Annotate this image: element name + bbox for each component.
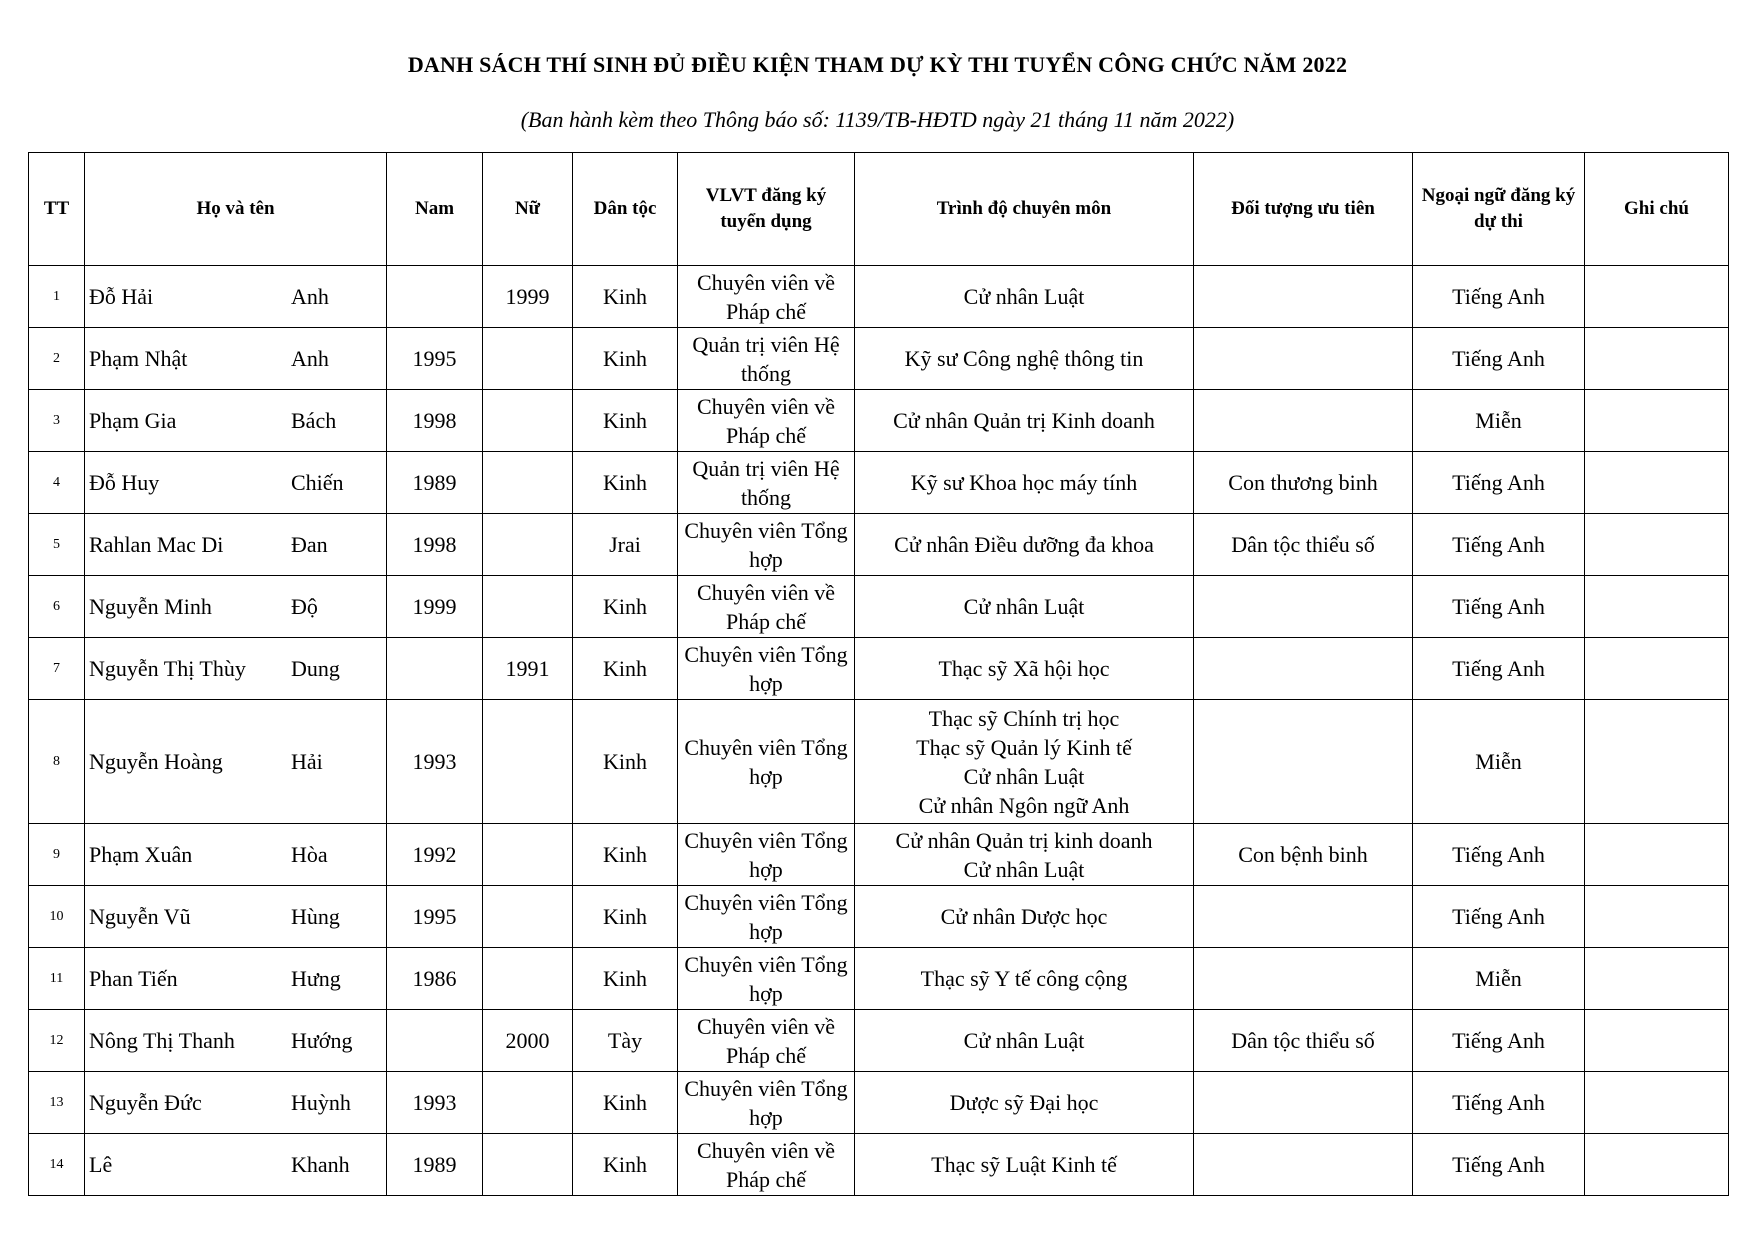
birth-year-male: 1998 (387, 514, 483, 576)
note-cell (1585, 824, 1729, 886)
position-cell: Chuyên viên về Pháp chế (678, 576, 855, 638)
row-number: 3 (29, 390, 85, 452)
header-language: Ngoại ngữ đăng ký dự thi (1413, 153, 1585, 266)
table-row (29, 390, 1729, 452)
table-row (29, 1134, 1729, 1196)
position-cell: Chuyên viên Tổng hợp (678, 1072, 855, 1134)
birth-year-female (483, 576, 573, 638)
priority-cell (1194, 948, 1413, 1010)
birth-year-male: 1995 (387, 886, 483, 948)
header-ethnicity: Dân tộc (573, 153, 678, 266)
first-middle-name: Nguyễn Minh (89, 594, 212, 619)
birth-year-male: 1986 (387, 948, 483, 1010)
first-middle-name: Nguyễn Đức (89, 1090, 202, 1115)
note-cell (1585, 390, 1729, 452)
position-cell: Chuyên viên về Pháp chế (678, 1010, 855, 1072)
document-subtitle: (Ban hành kèm theo Thông báo số: 1139/TB-HĐTD ngày 21 tháng 11 năm 2022) (520, 107, 1235, 132)
first-middle-name: Nguyễn Vũ (89, 904, 191, 929)
table-row (29, 576, 1729, 638)
table-row (29, 266, 1729, 328)
birth-year-female (483, 824, 573, 886)
given-name: Hải (291, 749, 323, 774)
first-middle-name: Rahlan Mac Di (89, 532, 224, 557)
note-cell (1585, 266, 1729, 328)
birth-year-male: 1992 (387, 824, 483, 886)
given-name: Hướng (291, 1028, 353, 1053)
given-name: Bách (291, 408, 337, 433)
qualification-cell: Cử nhân Điều dưỡng đa khoa (855, 514, 1194, 576)
priority-cell (1194, 1072, 1413, 1134)
birth-year-male (387, 1010, 483, 1072)
header-female: Nữ (483, 153, 573, 266)
qualification-cell: Dược sỹ Đại học (855, 1072, 1194, 1134)
birth-year-female: 2000 (483, 1010, 573, 1072)
row-number: 4 (29, 452, 85, 514)
row-number: 5 (29, 514, 85, 576)
birth-year-female (483, 328, 573, 390)
birth-year-female (483, 886, 573, 948)
position-cell: Chuyên viên về Pháp chế (678, 390, 855, 452)
position-cell: Chuyên viên Tổng hợp (678, 886, 855, 948)
birth-year-male: 1989 (387, 1134, 483, 1196)
header-male: Nam (387, 153, 483, 266)
position-cell: Chuyên viên về Pháp chế (678, 1134, 855, 1196)
birth-year-male (387, 266, 483, 328)
qualification-cell: Thạc sỹ Xã hội học (855, 638, 1194, 700)
row-number: 10 (29, 886, 85, 948)
first-middle-name: Nguyễn Thị Thùy (89, 656, 246, 681)
given-name: Khanh (291, 1152, 350, 1177)
given-name: Đan (291, 532, 328, 557)
first-middle-name: Phạm Gia (89, 408, 177, 433)
birth-year-female (483, 1134, 573, 1196)
header-priority: Đối tượng ưu tiên (1194, 153, 1413, 266)
full-name-cell (85, 638, 387, 700)
row-number: 8 (29, 700, 85, 824)
table-row (29, 824, 1729, 886)
row-number: 1 (29, 266, 85, 328)
qualification-cell: Cử nhân Luật (855, 576, 1194, 638)
birth-year-male (387, 638, 483, 700)
row-number: 9 (29, 824, 85, 886)
birth-year-female (483, 514, 573, 576)
ethnicity-cell: Kinh (573, 1072, 678, 1134)
full-name-cell (85, 700, 387, 824)
priority-cell (1194, 886, 1413, 948)
ethnicity-cell: Kinh (573, 576, 678, 638)
qualification-cell: Thạc sỹ Luật Kinh tế (855, 1134, 1194, 1196)
row-number: 6 (29, 576, 85, 638)
note-cell (1585, 514, 1729, 576)
full-name-cell (85, 266, 387, 328)
priority-cell (1194, 1134, 1413, 1196)
birth-year-male: 1993 (387, 700, 483, 824)
qualification-cell: Cử nhân Dược học (855, 886, 1194, 948)
row-number: 2 (29, 328, 85, 390)
header-note: Ghi chú (1585, 153, 1729, 266)
birth-year-male: 1999 (387, 576, 483, 638)
birth-year-female (483, 1072, 573, 1134)
birth-year-female (483, 390, 573, 452)
table-row (29, 328, 1729, 390)
priority-cell (1194, 390, 1413, 452)
given-name: Hùng (291, 904, 340, 929)
language-cell: Miễn (1413, 700, 1585, 824)
language-cell: Tiếng Anh (1413, 266, 1585, 328)
language-cell: Miễn (1413, 948, 1585, 1010)
full-name-cell (85, 1072, 387, 1134)
table-row (29, 452, 1729, 514)
language-cell: Tiếng Anh (1413, 514, 1585, 576)
ethnicity-cell: Kinh (573, 824, 678, 886)
given-name: Anh (291, 284, 329, 309)
language-cell: Tiếng Anh (1413, 1010, 1585, 1072)
document-title: DANH SÁCH THÍ SINH ĐỦ ĐIỀU KIỆN THAM DỰ KỲ THI TUYỂN CÔNG CHỨC NĂM 2022 (407, 52, 1348, 77)
birth-year-male: 1989 (387, 452, 483, 514)
birth-year-female (483, 948, 573, 1010)
first-middle-name: Đỗ Huy (89, 470, 160, 495)
first-middle-name: Phạm Nhật (89, 346, 188, 371)
full-name-cell (85, 1010, 387, 1072)
birth-year-female: 1999 (483, 266, 573, 328)
given-name: Dung (291, 656, 340, 681)
position-cell: Chuyên viên Tổng hợp (678, 514, 855, 576)
position-cell: Quản trị viên Hệ thống (678, 328, 855, 390)
full-name-cell (85, 328, 387, 390)
ethnicity-cell: Jrai (573, 514, 678, 576)
full-name-cell (85, 576, 387, 638)
full-name-cell (85, 886, 387, 948)
priority-cell (1194, 266, 1413, 328)
row-number: 7 (29, 638, 85, 700)
note-cell (1585, 886, 1729, 948)
note-cell (1585, 452, 1729, 514)
ethnicity-cell: Kinh (573, 948, 678, 1010)
first-middle-name: Phan Tiến (89, 966, 178, 991)
table-row (29, 1010, 1729, 1072)
priority-cell (1194, 638, 1413, 700)
row-number: 11 (29, 948, 85, 1010)
ethnicity-cell: Kinh (573, 886, 678, 948)
note-cell (1585, 1010, 1729, 1072)
ethnicity-cell: Kinh (573, 1134, 678, 1196)
qualification-cell: Kỹ sư Công nghệ thông tin (855, 328, 1194, 390)
qualification-cell: Cử nhân Quản trị Kinh doanh (855, 390, 1194, 452)
ethnicity-cell: Kinh (573, 638, 678, 700)
ethnicity-cell: Tày (573, 1010, 678, 1072)
table-row (29, 638, 1729, 700)
header-position: VLVT đăng ký tuyển dụng (678, 153, 855, 266)
first-middle-name: Đỗ Hải (89, 284, 154, 309)
position-cell: Chuyên viên về Pháp chế (678, 266, 855, 328)
table-header-row (29, 153, 1729, 266)
language-cell: Tiếng Anh (1413, 452, 1585, 514)
language-cell: Tiếng Anh (1413, 1134, 1585, 1196)
position-cell: Chuyên viên Tổng hợp (678, 700, 855, 824)
birth-year-female (483, 452, 573, 514)
ethnicity-cell: Kinh (573, 390, 678, 452)
language-cell: Tiếng Anh (1413, 824, 1585, 886)
position-cell: Quản trị viên Hệ thống (678, 452, 855, 514)
priority-cell: Con bệnh binh (1194, 824, 1413, 886)
qualification-cell: Thạc sỹ Y tế công cộng (855, 948, 1194, 1010)
ethnicity-cell: Kinh (573, 328, 678, 390)
priority-cell (1194, 700, 1413, 824)
note-cell (1585, 328, 1729, 390)
given-name: Huỳnh (291, 1090, 351, 1115)
first-middle-name: Nguyễn Hoàng (89, 749, 223, 774)
birth-year-male: 1998 (387, 390, 483, 452)
first-middle-name: Nông Thị Thanh (89, 1028, 235, 1053)
given-name: Độ (291, 594, 318, 619)
priority-cell: Dân tộc thiểu số (1194, 514, 1413, 576)
position-cell: Chuyên viên Tổng hợp (678, 948, 855, 1010)
ethnicity-cell: Kinh (573, 266, 678, 328)
full-name-cell (85, 390, 387, 452)
first-middle-name: Lê (89, 1152, 113, 1177)
note-cell (1585, 576, 1729, 638)
header-name: Họ và tên (85, 153, 387, 266)
full-name-cell (85, 824, 387, 886)
full-name-cell (85, 948, 387, 1010)
note-cell (1585, 948, 1729, 1010)
qualification-cell: Cử nhân Quản trị kinh doanh Cử nhân Luật (855, 824, 1194, 886)
qualification-cell: Cử nhân Luật (855, 266, 1194, 328)
language-cell: Tiếng Anh (1413, 886, 1585, 948)
priority-cell (1194, 328, 1413, 390)
birth-year-male: 1993 (387, 1072, 483, 1134)
table-row (29, 948, 1729, 1010)
full-name-cell (85, 1134, 387, 1196)
table-row (29, 1072, 1729, 1134)
table-row (29, 514, 1729, 576)
language-cell: Tiếng Anh (1413, 576, 1585, 638)
birth-year-female (483, 700, 573, 824)
language-cell: Tiếng Anh (1413, 1072, 1585, 1134)
language-cell: Tiếng Anh (1413, 638, 1585, 700)
header-tt: TT (29, 153, 85, 266)
ethnicity-cell: Kinh (573, 452, 678, 514)
language-cell: Tiếng Anh (1413, 328, 1585, 390)
row-number: 13 (29, 1072, 85, 1134)
priority-cell (1194, 576, 1413, 638)
qualification-cell: Thạc sỹ Chính trị học Thạc sỹ Quản lý Kinh tế Cử nhân Luật Cử nhân Ngôn ngữ Anh (855, 700, 1194, 824)
qualification-cell: Cử nhân Luật (855, 1010, 1194, 1072)
full-name-cell (85, 452, 387, 514)
note-cell (1585, 1072, 1729, 1134)
table-row (29, 700, 1729, 824)
table-row (29, 886, 1729, 948)
given-name: Anh (291, 346, 329, 371)
given-name: Chiến (291, 470, 344, 495)
row-number: 14 (29, 1134, 85, 1196)
row-number: 12 (29, 1010, 85, 1072)
full-name-cell (85, 514, 387, 576)
priority-cell: Dân tộc thiểu số (1194, 1010, 1413, 1072)
note-cell (1585, 700, 1729, 824)
ethnicity-cell: Kinh (573, 700, 678, 824)
given-name: Hòa (291, 842, 328, 867)
priority-cell: Con thương binh (1194, 452, 1413, 514)
language-cell: Miễn (1413, 390, 1585, 452)
candidate-table (28, 152, 1729, 1196)
position-cell: Chuyên viên Tổng hợp (678, 638, 855, 700)
first-middle-name: Phạm Xuân (89, 842, 193, 867)
note-cell (1585, 638, 1729, 700)
note-cell (1585, 1134, 1729, 1196)
given-name: Hưng (291, 966, 341, 991)
position-cell: Chuyên viên Tổng hợp (678, 824, 855, 886)
birth-year-female: 1991 (483, 638, 573, 700)
header-qualification: Trình độ chuyên môn (855, 153, 1194, 266)
qualification-cell: Kỹ sư Khoa học máy tính (855, 452, 1194, 514)
birth-year-male: 1995 (387, 328, 483, 390)
